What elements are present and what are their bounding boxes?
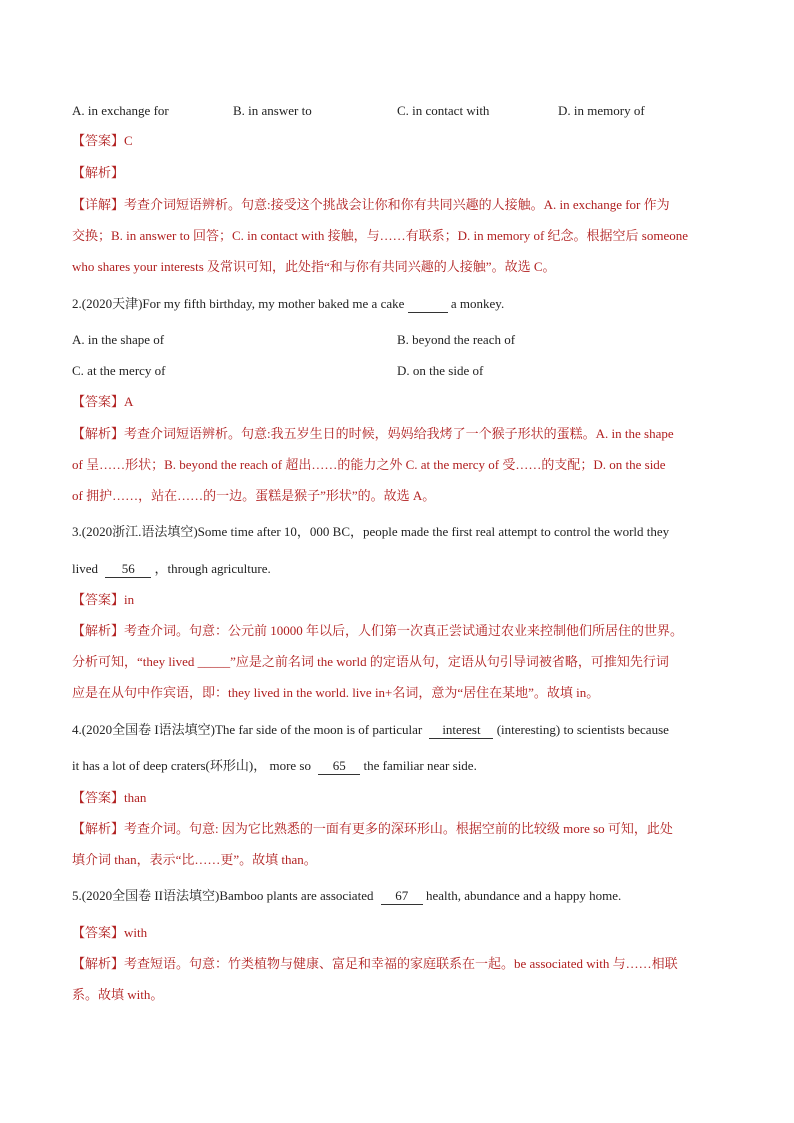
q3-stem-pre: lived bbox=[72, 561, 98, 576]
answer-label: 【答案】 bbox=[72, 134, 125, 149]
detail-text: 考查介词短语辨析。句意:接受这个挑战会让你和你有共同兴趣的人接触。A. in exchange for 作为 bbox=[124, 197, 670, 212]
q1-option-d: D. in memory of bbox=[558, 103, 645, 118]
q1-answer-row bbox=[72, 133, 133, 150]
q5-analysis-line-1 bbox=[72, 956, 678, 973]
q2-analysis-line-1 bbox=[72, 426, 674, 443]
q3-blank: 56 bbox=[105, 561, 151, 578]
answer-label: 【答案】 bbox=[72, 593, 125, 608]
analysis-label: 【解析】 bbox=[72, 166, 125, 181]
analysis-text: 考查短语。句意：竹类植物与健康、富足和幸福的家庭联系在一起。be associated with 与……相联 bbox=[124, 956, 678, 971]
analysis-label: 【解析】 bbox=[72, 624, 125, 639]
q4-blank: 65 bbox=[318, 758, 360, 775]
q4-filled-blank: interest bbox=[429, 722, 493, 739]
q1-detail-line-3: who shares your interests 及常识可知，此处指“和与你有共同兴趣的人接触”。故选 C。 bbox=[72, 259, 556, 274]
q4-stem-pre-2: it has a lot of deep craters(环形山)， more so bbox=[72, 758, 311, 773]
answer-label: 【答案】 bbox=[72, 926, 125, 941]
analysis-text: 考查介词。句意: 因为它比熟悉的一面有更多的深环形山。根据空前的比较级 more so 可知，此处 bbox=[124, 821, 673, 836]
q3-analysis-line-3: 应是在从句中作宾语，即：they lived in the world. live in+名词，意为“居住在某地”。故填 in。 bbox=[72, 685, 600, 700]
q5-blank: 67 bbox=[381, 888, 423, 905]
answer-label: 【答案】 bbox=[72, 395, 125, 410]
q1-option-c: C. in contact with bbox=[397, 103, 490, 118]
q4-stem-pre: 4.(2020全国卷 I语法填空)The far side of the moon is of particular bbox=[72, 722, 423, 737]
q4-analysis-line-2: 填介词 than，表示“比……更”。故填 than。 bbox=[72, 852, 317, 867]
q1-option-b: B. in answer to bbox=[233, 103, 312, 118]
q2-option-d: D. on the side of bbox=[397, 363, 484, 378]
q2-option-c: C. at the mercy of bbox=[72, 363, 166, 378]
q3-stem-line-1: 3.(2020浙江.语法填空)Some time after 10，000 BC，people made the first real attempt to control the world they bbox=[72, 524, 670, 539]
q1-option-a: A. in exchange for bbox=[72, 103, 169, 118]
answer-label: 【答案】 bbox=[72, 791, 125, 806]
q4-stem-line-2 bbox=[72, 758, 477, 775]
answer-value: than bbox=[124, 790, 147, 805]
q4-analysis-line-1 bbox=[72, 821, 673, 838]
q4-answer-row bbox=[72, 790, 146, 807]
q3-stem-post: ，through agriculture. bbox=[154, 561, 271, 576]
q5-stem-pre: 5.(2020全国卷 II语法填空)Bamboo plants are associated bbox=[72, 888, 374, 903]
q5-stem-post: health, abundance and a happy home. bbox=[425, 888, 622, 903]
q2-option-b: B. beyond the reach of bbox=[397, 332, 516, 347]
q3-stem-line-2 bbox=[72, 561, 271, 578]
q1-analysis-label-row bbox=[72, 165, 124, 182]
q2-stem bbox=[72, 296, 504, 313]
q2-answer-row bbox=[72, 394, 133, 411]
q2-analysis-line-2: of 呈……形状；B. beyond the reach of 超出……的能力之外 C. at the mercy of 受……的支配；D. on the side bbox=[72, 457, 666, 472]
q4-stem-line-1 bbox=[72, 722, 669, 739]
q3-analysis-line-1 bbox=[72, 623, 683, 640]
q1-detail-line-1 bbox=[72, 197, 670, 214]
q5-analysis-line-2: 系。故填 with。 bbox=[72, 987, 164, 1002]
analysis-label: 【解析】 bbox=[72, 957, 125, 972]
analysis-text: 考查介词短语辨析。句意:我五岁生日的时候，妈妈给我烤了一个猴子形状的蛋糕。A. in the shape bbox=[124, 426, 674, 441]
q2-stem-post: a monkey. bbox=[450, 296, 505, 311]
q4-stem-post: (interesting) to scientists because bbox=[496, 722, 669, 737]
q4-stem-post-2: the familiar near side. bbox=[363, 758, 477, 773]
answer-value: A bbox=[124, 394, 134, 409]
analysis-label: 【解析】 bbox=[72, 427, 125, 442]
q5-stem bbox=[72, 888, 621, 905]
q1-detail-line-2: 交换；B. in answer to 回答；C. in contact with 接触，与……有联系；D. in memory of 纪念。根据空后 someone bbox=[72, 228, 689, 243]
q3-analysis-line-2: 分析可知，“they lived _____”应是之前名词 the world 的定语从句，定语从句引导词被省略，可推知先行词 bbox=[72, 654, 669, 669]
q5-answer-row bbox=[72, 925, 147, 942]
q2-option-a: A. in the shape of bbox=[72, 332, 165, 347]
analysis-text: 考查介词。句意：公元前 10000 年以后，人们第一次真正尝试通过农业来控制他们所居住的世界。 bbox=[124, 623, 684, 638]
answer-value: in bbox=[124, 592, 135, 607]
q2-blank bbox=[408, 296, 448, 313]
analysis-label: 【解析】 bbox=[72, 822, 125, 837]
q2-analysis-line-3: of 拥护……，站在……的一边。蛋糕是猴子”形状”的。故选 A。 bbox=[72, 488, 436, 503]
detail-label: 【详解】 bbox=[72, 198, 125, 213]
answer-value: C bbox=[124, 133, 133, 148]
q3-answer-row bbox=[72, 592, 134, 609]
q2-stem-pre: 2.(2020天津)For my fifth birthday, my mother baked me a cake bbox=[72, 296, 405, 311]
answer-value: with bbox=[124, 925, 148, 940]
